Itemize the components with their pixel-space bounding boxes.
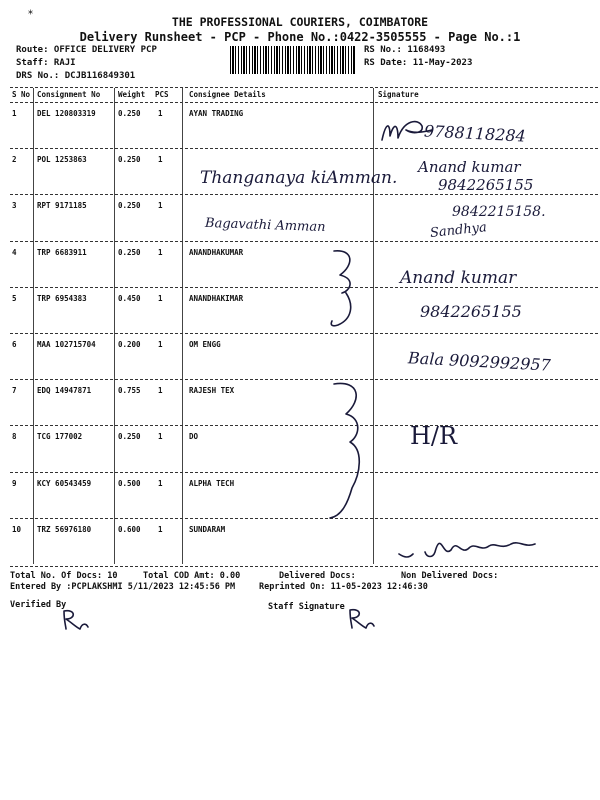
signature-bracket bbox=[320, 245, 370, 335]
cell-sno: 7 bbox=[12, 386, 17, 396]
footer-rule bbox=[10, 566, 598, 567]
row-divider bbox=[10, 194, 598, 195]
staff: Staff: RAJI bbox=[16, 58, 76, 68]
column-divider bbox=[182, 88, 183, 564]
cell-consignee: ANANDHAKUMAR bbox=[189, 247, 244, 257]
runsheet-title: Delivery Runsheet - PCP - Phone No.:0422-3505555 - Page No.:1 bbox=[79, 30, 521, 44]
cell-pcs: 1 bbox=[158, 155, 163, 165]
row-divider bbox=[10, 472, 598, 473]
cell-weight: 0.450 bbox=[118, 293, 141, 303]
rs-number: RS No.: 1168493 bbox=[364, 45, 446, 55]
cell-weight: 0.250 bbox=[118, 155, 141, 165]
handwritten-phone: 9842265155 bbox=[438, 176, 534, 194]
cell-consignment: MAA 102715704 bbox=[37, 340, 96, 349]
cell-consignment: KCY 60543459 bbox=[37, 478, 92, 488]
cell-sno: 4 bbox=[12, 247, 17, 257]
signature-scribble bbox=[378, 112, 438, 152]
cell-consignee: RAJESH TEX bbox=[189, 386, 235, 396]
col-signature: Signature bbox=[378, 90, 419, 99]
cell-weight: 0.500 bbox=[118, 478, 141, 488]
non-delivered-docs: Non Delivered Docs: bbox=[401, 571, 499, 581]
staff-signature-mark bbox=[346, 604, 386, 634]
cell-consignment: TRP 6683911 bbox=[37, 247, 87, 257]
cell-consignment: EDQ 14947871 bbox=[37, 386, 92, 396]
header-rule bbox=[10, 102, 598, 103]
company-name: THE PROFESSIONAL COURIERS, COIMBATORE bbox=[171, 15, 429, 29]
cell-pcs: 1 bbox=[158, 478, 163, 488]
col-sno: S No bbox=[12, 90, 31, 99]
entered-by: Entered By :PCPLAKSHMI 5/11/2023 12:45:56 PM bbox=[10, 582, 236, 592]
verified-by: Verified By bbox=[10, 600, 67, 610]
cell-consignee: SUNDARAM bbox=[189, 524, 226, 534]
cell-sno: 8 bbox=[12, 432, 17, 442]
row-divider bbox=[10, 425, 598, 426]
cell-pcs: 1 bbox=[158, 432, 163, 442]
signature-bracket bbox=[320, 378, 380, 528]
row-divider bbox=[10, 518, 598, 519]
table-top-rule bbox=[10, 87, 598, 88]
handwritten-phone: 9842215158. bbox=[452, 204, 546, 220]
delivered-docs: Delivered Docs: bbox=[279, 571, 356, 581]
handwritten-phone: 9842265155 bbox=[420, 302, 522, 321]
cell-consignee: OM ENGG bbox=[189, 340, 221, 349]
handwritten-receiver: Bala 9092992957 bbox=[407, 348, 552, 375]
cell-pcs: 1 bbox=[158, 109, 163, 118]
cell-pcs: 1 bbox=[158, 201, 163, 211]
cell-consignee: DO bbox=[189, 432, 199, 442]
cell-sno: 10 bbox=[12, 524, 22, 534]
handwritten-consignee: Thanganaya kiAmman. bbox=[200, 168, 398, 188]
corner-mark: ⁎ bbox=[28, 6, 33, 17]
cell-sno: 3 bbox=[12, 201, 17, 211]
row-divider bbox=[10, 379, 598, 380]
cell-consignment: POL 1253863 bbox=[37, 155, 87, 165]
staff-signature: Staff Signature bbox=[268, 602, 345, 612]
row-divider bbox=[10, 148, 598, 149]
cell-sno: 6 bbox=[12, 340, 17, 349]
cell-consignee: AYAN TRADING bbox=[189, 109, 244, 118]
cell-pcs: 1 bbox=[158, 293, 163, 303]
cell-consignment: TCG 177002 bbox=[37, 432, 83, 442]
handwritten-name: Sandhya bbox=[429, 220, 488, 241]
col-weight: Weight bbox=[118, 90, 146, 99]
cell-consignment: RPT 9171185 bbox=[37, 201, 87, 211]
cell-sno: 1 bbox=[12, 109, 17, 118]
col-consignee: Consignee Details bbox=[189, 90, 266, 99]
row-divider bbox=[10, 241, 598, 242]
row-divider bbox=[10, 333, 598, 334]
cell-consignment: DEL 120803319 bbox=[37, 109, 96, 118]
cell-consignee: ANANDHAKIMAR bbox=[189, 293, 244, 303]
cell-pcs: 1 bbox=[158, 340, 163, 349]
col-consignment: Consignment No bbox=[37, 90, 101, 99]
handwritten-phone: 9788118284 bbox=[423, 121, 527, 146]
cell-consignment: TRZ 56976180 bbox=[37, 524, 92, 534]
cell-weight: 0.755 bbox=[118, 386, 141, 396]
column-divider bbox=[33, 88, 34, 564]
cell-pcs: 1 bbox=[158, 524, 163, 534]
column-divider bbox=[114, 88, 115, 564]
handwritten-consignee: Bagavathi Amman bbox=[204, 215, 326, 236]
handwritten-name: Anand kumar bbox=[400, 268, 517, 288]
reprinted-on: Reprinted On: 11-05-2023 12:46:30 bbox=[259, 582, 428, 592]
signature-scribble bbox=[395, 528, 545, 568]
cell-weight: 0.250 bbox=[118, 201, 141, 211]
handwritten-name: Anand kumar bbox=[418, 158, 521, 176]
cell-weight: 0.250 bbox=[118, 247, 141, 257]
total-docs: Total No. Of Docs: 10 bbox=[10, 571, 118, 581]
cell-pcs: 1 bbox=[158, 386, 163, 396]
cell-consignee: ALPHA TECH bbox=[189, 478, 235, 488]
drs-number: DRS No.: DCJB116849301 bbox=[16, 71, 136, 81]
cell-sno: 2 bbox=[12, 155, 17, 165]
col-pcs: PCS bbox=[155, 90, 169, 99]
route: Route: OFFICE DELIVERY PCP bbox=[16, 45, 157, 55]
rs-date: RS Date: 11-May-2023 bbox=[364, 58, 473, 68]
cell-weight: 0.250 bbox=[118, 109, 141, 118]
total-cod: Total COD Amt: 0.00 bbox=[143, 571, 241, 581]
cell-weight: 0.250 bbox=[118, 432, 141, 442]
handwritten-mark: H/R bbox=[410, 422, 458, 450]
cell-sno: 9 bbox=[12, 478, 17, 488]
cell-pcs: 1 bbox=[158, 247, 163, 257]
cell-weight: 0.200 bbox=[118, 340, 141, 349]
cell-consignment: TRP 6954383 bbox=[37, 293, 87, 303]
cell-weight: 0.600 bbox=[118, 524, 141, 534]
cell-sno: 5 bbox=[12, 293, 17, 303]
barcode bbox=[230, 46, 355, 74]
